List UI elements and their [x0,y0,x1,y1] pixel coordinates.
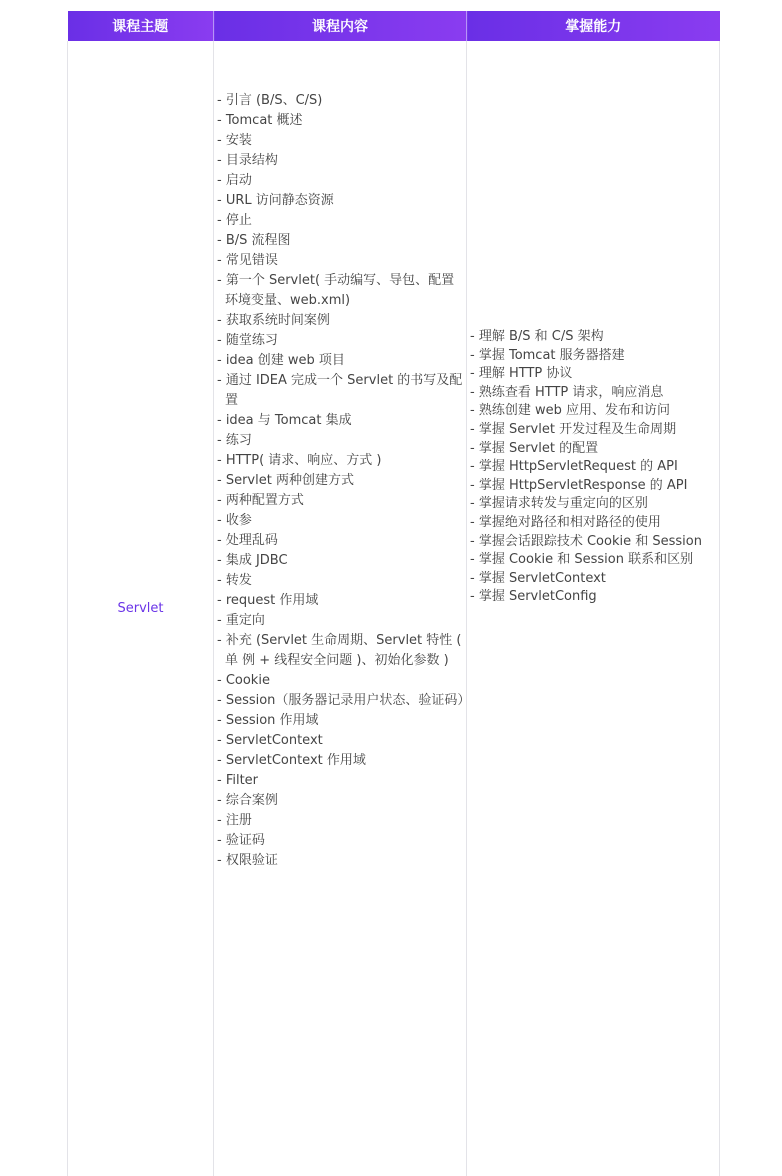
content-item: - 注册 [217,813,252,828]
content-item: - 综合案例 [217,793,278,808]
content-item: - HTTP( 请求、响应、方式 ) [217,453,382,468]
skill-item: - 掌握 HttpServletRequest 的 API [470,459,678,475]
topic-label: Servlet [117,601,164,616]
skill-item: - 理解 B/S 和 C/S 架构 [470,329,604,344]
skill-item: - 掌握请求转发与重定向的区别 [470,496,648,512]
skill-item: - 熟练创建 web 应用、发布和访问 [470,403,670,419]
header-skills: 掌握能力 [467,11,720,41]
course-table [67,11,720,1176]
skill-item: - 掌握绝对路径和相对路径的使用 [470,514,661,530]
content-item: - 集成 JDBC [217,553,288,568]
content-item: - 第一个 Servlet( 手动编写、导包、配置 环境变量、web.xml) [217,273,455,308]
skill-item: - 掌握 Servlet 的配置 [470,440,599,456]
content-item: - idea 创建 web 项目 [217,353,345,368]
course-table-wrap [67,11,719,891]
skills-list [467,328,719,607]
content-item: - 通过 IDEA 完成一个 Servlet 的书写及配置 [217,373,463,408]
content-list [214,91,471,871]
content-item: - request 作用域 [217,593,319,608]
content-item: - 练习 [217,433,252,448]
skill-item: - 理解 HTTP 协议 [470,366,573,382]
content-item: - B/S 流程图 [217,233,291,248]
skill-item: - 掌握 Tomcat 服务器搭建 [470,347,625,363]
content-item: - Filter [217,773,259,788]
content-item: - Cookie [217,673,270,688]
content-item: - 两种配置方式 [217,493,304,508]
content-item: - 常见错误 [217,253,278,268]
table-row [68,41,720,1176]
content-item: - 权限验证 [217,853,278,868]
content-item: - 停止 [217,213,252,228]
skills-cell [467,41,720,1176]
skill-item: - 熟练查看 HTTP 请求，响应消息 [470,384,664,400]
skill-item: - 掌握 ServletConfig [470,589,597,605]
skill-item: - 掌握 Cookie 和 Session 联系和区别 [470,552,694,568]
header-topic: 课程主题 [68,11,214,41]
content-item: - ServletContext 作用域 [217,753,366,768]
content-item: - 随堂练习 [217,333,278,348]
content-cell [214,41,471,1176]
content-item: - 启动 [217,173,252,188]
content-item: - 验证码 [217,833,265,848]
content-item: - 重定向 [217,613,265,628]
content-item: - URL 访问静态资源 [217,193,334,208]
header-content: 课程内容 [214,11,467,41]
content-item: - 目录结构 [217,153,278,168]
skill-item: - 掌握 ServletContext [470,570,606,586]
content-item: - ServletContext [217,733,323,748]
table-header-row [68,11,720,41]
content-item: - 补充 (Servlet 生命周期、Servlet 特性 ( 单 例 + 线程安全问题 )、初始化参数 ) [217,633,462,668]
content-item: - 获取系统时间案例 [217,313,330,328]
content-item: - idea 与 Tomcat 集成 [217,413,352,428]
topic-cell [68,41,214,1176]
content-item: - Servlet 两种创建方式 [217,473,354,488]
skill-item: - 掌握 HttpServletResponse 的 API [470,477,688,493]
content-item: - 收参 [217,513,252,528]
content-item: - 处理乱码 [217,533,278,548]
content-item: - Session 作用域 [217,713,319,728]
content-item: - 引言 (B/S、C/S) [217,93,323,108]
skill-item: - 掌握 Servlet 开发过程及生命周期 [470,421,677,437]
content-item: - 安装 [217,133,252,148]
content-item: - Session（服务器记录用户状态、验证码） [217,693,471,708]
content-item: - 转发 [217,573,252,588]
content-item: - Tomcat 概述 [217,113,303,128]
skill-item: - 掌握会话跟踪技术 Cookie 和 Session [470,533,702,549]
